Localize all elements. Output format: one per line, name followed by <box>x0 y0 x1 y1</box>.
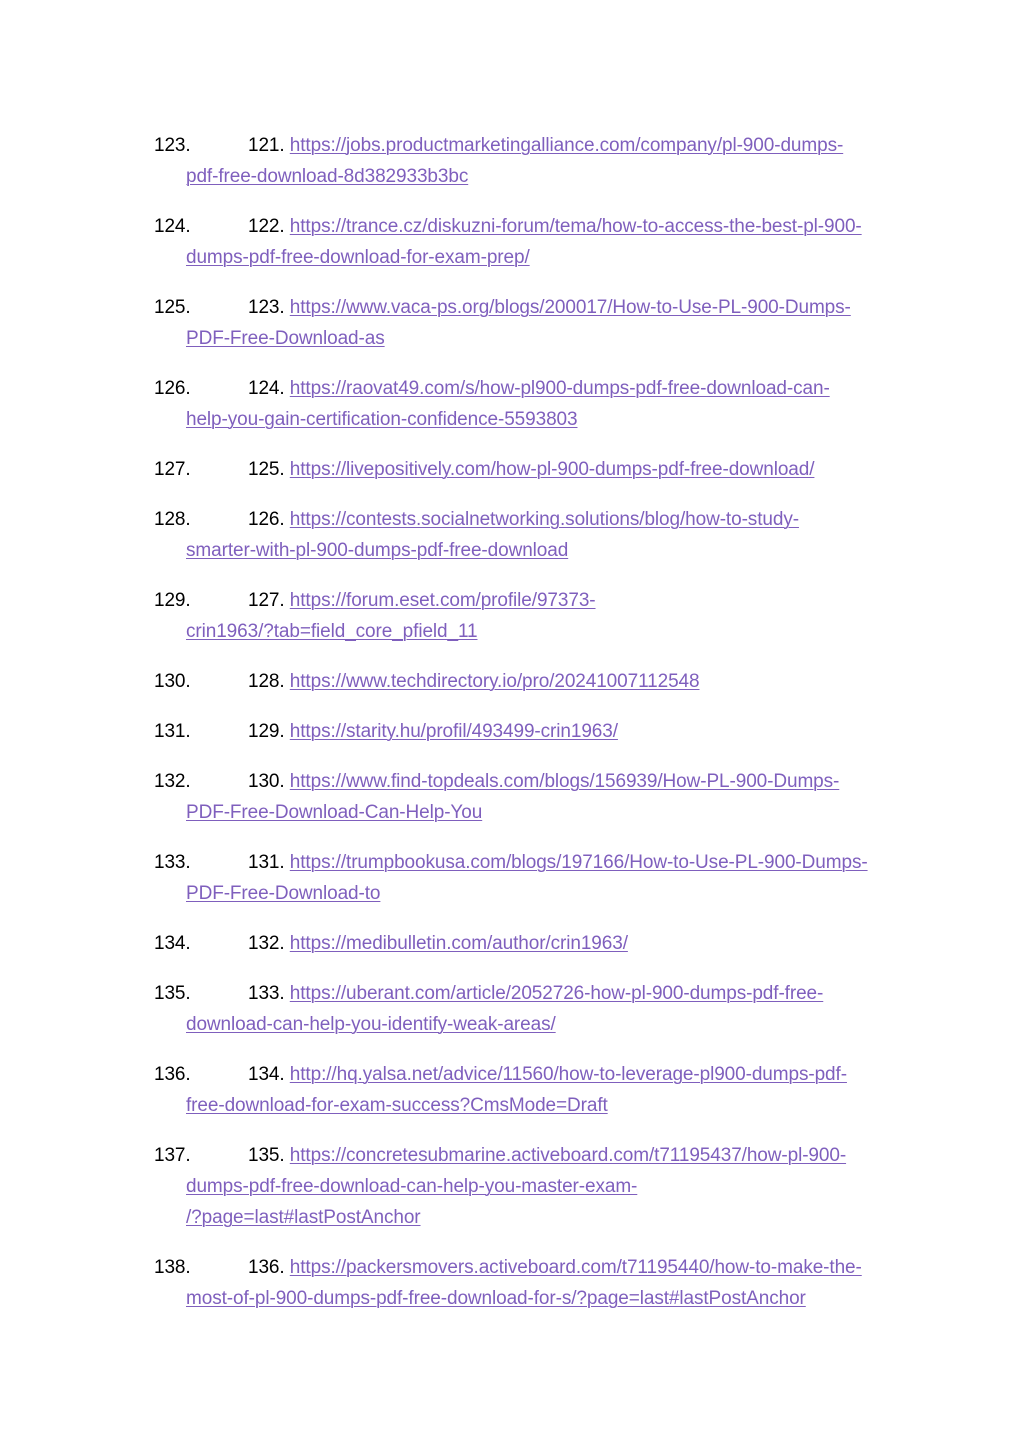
inner-list-number: 125. <box>248 459 285 480</box>
url-line: dumps-pdf-free-download-for-exam-prep/ <box>186 247 530 268</box>
outer-list-number: 133. <box>154 852 191 873</box>
url-line: https://trumpbookusa.com/blogs/197166/How-to-Use-PL-900-Dumps- <box>289 852 868 873</box>
url-link[interactable] <box>290 671 700 692</box>
url-line: https://www.vaca-ps.org/blogs/200017/How-to-Use-PL-900-Dumps- <box>289 297 851 318</box>
url-line: download-can-help-you-identify-weak-areas/ <box>186 1014 556 1035</box>
list-item <box>154 1140 914 1233</box>
url-line: most-of-pl-900-dumps-pdf-free-download-for-s/?page=last#lastPostAnchor <box>186 1288 806 1309</box>
url-link[interactable] <box>186 852 868 904</box>
outer-list-number: 131. <box>154 721 191 742</box>
list-item <box>154 504 914 566</box>
list-item <box>154 928 914 959</box>
outer-list-number: 130. <box>154 671 191 692</box>
list-item <box>154 130 914 192</box>
list-item <box>154 373 914 435</box>
inner-list-number: 123. <box>248 297 285 318</box>
outer-list-number: 126. <box>154 378 191 399</box>
inner-list-number: 126. <box>248 509 285 530</box>
url-line: https://contests.socialnetworking.solutions/blog/how-to-study- <box>289 509 799 530</box>
inner-list-number: 133. <box>248 983 285 1004</box>
url-link[interactable] <box>186 1064 847 1116</box>
url-line: crin1963/?tab=field_core_pfield_11 <box>186 621 478 642</box>
inner-list-number: 130. <box>248 771 285 792</box>
outer-list-number: 129. <box>154 590 191 611</box>
outer-list-number: 125. <box>154 297 191 318</box>
list-item <box>154 1059 914 1121</box>
url-line: free-download-for-exam-success?CmsMode=Draft <box>186 1095 608 1116</box>
url-line: https://www.techdirectory.io/pro/20241007112548 <box>289 671 700 692</box>
url-line: PDF-Free-Download-as <box>186 328 385 349</box>
outer-list-number: 128. <box>154 509 191 530</box>
url-link[interactable] <box>290 721 618 742</box>
outer-list-number: 134. <box>154 933 191 954</box>
inner-list-number: 132. <box>248 933 285 954</box>
url-line: https://packersmovers.activeboard.com/t71195440/how-to-make-the- <box>289 1257 862 1278</box>
inner-list-number: 129. <box>248 721 285 742</box>
url-line: https://concretesubmarine.activeboard.com/t71195437/how-pl-900- <box>289 1145 847 1166</box>
url-line: https://uberant.com/article/2052726-how-pl-900-dumps-pdf-free- <box>289 983 824 1004</box>
url-line: https://raovat49.com/s/how-pl900-dumps-pdf-free-download-can- <box>289 378 830 399</box>
list-item <box>154 716 914 747</box>
inner-list-number: 122. <box>248 216 285 237</box>
list-item <box>154 585 914 647</box>
inner-list-number: 128. <box>248 671 285 692</box>
url-line: dumps-pdf-free-download-can-help-you-master-exam- <box>186 1176 638 1197</box>
inner-list-number: 131. <box>248 852 285 873</box>
url-line: /?page=last#lastPostAnchor <box>186 1207 421 1228</box>
outer-list-number: 135. <box>154 983 191 1004</box>
list-item <box>154 454 914 485</box>
inner-list-number: 124. <box>248 378 285 399</box>
url-line: smarter-with-pl-900-dumps-pdf-free-download <box>186 540 569 561</box>
url-line: https://forum.eset.com/profile/97373- <box>289 590 596 611</box>
url-line: https://jobs.productmarketingalliance.com/company/pl-900-dumps- <box>289 135 844 156</box>
inner-list-number: 127. <box>248 590 285 611</box>
url-line: https://starity.hu/profil/493499-crin1963/ <box>289 721 618 742</box>
list-item <box>154 847 914 909</box>
list-item <box>154 766 914 828</box>
url-line: PDF-Free-Download-Can-Help-You <box>186 802 483 823</box>
outer-list-number: 138. <box>154 1257 191 1278</box>
url-link[interactable] <box>186 1145 846 1228</box>
outer-list-number: 132. <box>154 771 191 792</box>
url-link[interactable] <box>186 216 862 268</box>
url-line: https://livepositively.com/how-pl-900-dumps-pdf-free-download/ <box>289 459 815 480</box>
url-link[interactable] <box>186 1257 862 1309</box>
outer-list-number: 123. <box>154 135 191 156</box>
url-link[interactable] <box>186 297 851 349</box>
url-line: https://medibulletin.com/author/crin1963/ <box>289 933 628 954</box>
list-item <box>154 1252 914 1314</box>
list-item <box>154 292 914 354</box>
link-list <box>154 130 914 1333</box>
outer-list-number: 127. <box>154 459 191 480</box>
inner-list-number: 121. <box>248 135 285 156</box>
url-link[interactable] <box>290 933 628 954</box>
url-line: help-you-gain-certification-confidence-5593803 <box>186 409 578 430</box>
inner-list-number: 136. <box>248 1257 285 1278</box>
url-line: http://hq.yalsa.net/advice/11560/how-to-leverage-pl900-dumps-pdf- <box>289 1064 847 1085</box>
url-line: https://trance.cz/diskuzni-forum/tema/how-to-access-the-best-pl-900- <box>289 216 862 237</box>
url-line: https://www.find-topdeals.com/blogs/156939/How-PL-900-Dumps- <box>289 771 840 792</box>
url-link[interactable] <box>290 459 815 480</box>
outer-list-number: 124. <box>154 216 191 237</box>
outer-list-number: 136. <box>154 1064 191 1085</box>
url-line: pdf-free-download-8d382933b3bc <box>186 166 469 187</box>
inner-list-number: 134. <box>248 1064 285 1085</box>
list-item <box>154 666 914 697</box>
url-line: PDF-Free-Download-to <box>186 883 381 904</box>
list-item <box>154 978 914 1040</box>
outer-list-number: 137. <box>154 1145 191 1166</box>
url-link[interactable] <box>186 135 843 187</box>
inner-list-number: 135. <box>248 1145 285 1166</box>
list-item <box>154 211 914 273</box>
